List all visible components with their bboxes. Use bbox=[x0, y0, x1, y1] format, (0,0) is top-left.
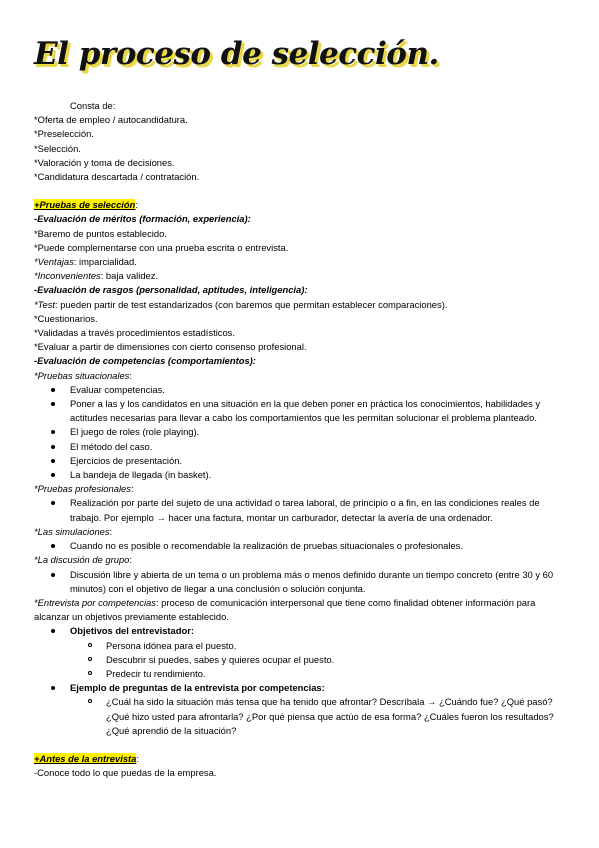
objetivos-heading: Objetivos del entrevistador: bbox=[34, 624, 566, 638]
intro-item: *Preselección. bbox=[34, 128, 94, 140]
list-item: Evaluar competencias. bbox=[34, 383, 566, 397]
list-item: Ejercicios de presentación. bbox=[34, 454, 566, 468]
rasgos-heading: -Evaluación de rasgos (personalidad, aptitudes, inteligencia): bbox=[34, 284, 308, 296]
inconvenientes-label: *Inconvenientes bbox=[34, 270, 101, 282]
list-item: ¿Cuál ha sido la situación más tensa que ha tenido que afrontar? Descríbala → ¿Cuándo fue? ¿Qué pasó? ¿Qué hizo usted para afrontarla? ¿Por qué piensa que actúo de esa forma? ¿Cuáles fueron los resultados? ¿Qué aprendió de la situación? bbox=[34, 695, 566, 738]
list-item: Realización por parte del sujeto de una actividad o tarea laboral, de principio o a fin, en las condiciones reales de trabajo. Por ejemplo → hacer una factura, montar un carburador, detectar la avería de una ordenador. bbox=[34, 496, 566, 524]
intro-item: *Oferta de empleo / autocandidatura. bbox=[34, 114, 188, 126]
list-item: El juego de roles (role playing). bbox=[34, 425, 566, 439]
meritos-heading: -Evaluación de méritos (formación, experiencia): bbox=[34, 213, 251, 225]
competencias-heading: -Evaluación de competencias (comportamientos): bbox=[34, 355, 256, 367]
simulaciones-list bbox=[34, 539, 566, 553]
pruebas-heading: +Pruebas de selección bbox=[34, 199, 136, 211]
situacionales-line: *Pruebas situacionales: bbox=[34, 369, 132, 381]
list-item: Cuando no es posible o recomendable la realización de pruebas situacionales o profesionales. bbox=[34, 539, 566, 553]
antes-heading-suffix: : bbox=[136, 752, 139, 764]
list-item: Poner a las y los candidatos en una situación en la que deben poner en práctica los conocimientos, habilidades y actitudes necesarias para llevar a cabo los comportamientos que les permitan solucionar el problema planteado. bbox=[34, 397, 566, 425]
ventajas-line bbox=[34, 255, 566, 269]
antes-heading-line bbox=[34, 752, 566, 766]
intro-heading: Consta de: bbox=[70, 100, 116, 111]
entrevista-list bbox=[34, 624, 566, 638]
antes-item: -Conoce todo lo que puedas de la empresa. bbox=[34, 767, 217, 779]
list-item: El método del caso. bbox=[34, 440, 566, 454]
pruebas-heading-line bbox=[34, 198, 566, 212]
pruebas-heading-suffix: : bbox=[135, 199, 138, 211]
intro-item: *Candidatura descartada / contratación. bbox=[34, 171, 200, 183]
test-text: : pueden partir de test estandarizados (con baremos que permitan establecer comparaciones). bbox=[55, 298, 448, 310]
antes-heading: +Antes de la entrevista bbox=[34, 752, 137, 764]
list-item: Descubrir si puedes, sabes y quieres ocupar el puesto. bbox=[34, 653, 566, 667]
document-body bbox=[34, 99, 566, 780]
meritos-item: *Puede complementarse con una prueba escrita o entrevista. bbox=[34, 241, 289, 253]
ejemplo-heading: Ejemplo de preguntas de la entrevista por competencias: bbox=[34, 681, 566, 695]
page-title: El proceso de selección. bbox=[34, 36, 439, 72]
inconvenientes-text: : baja validez. bbox=[100, 270, 159, 282]
ventajas-text: : imparcialidad. bbox=[73, 256, 137, 268]
ejemplo-items bbox=[34, 695, 566, 738]
entrevista-label: *Entrevista por competencias bbox=[34, 596, 156, 608]
intro-item: *Selección. bbox=[34, 142, 81, 154]
intro-item: *Valoración y toma de decisiones. bbox=[34, 156, 175, 168]
test-line bbox=[34, 298, 566, 312]
simulaciones-label: *Las simulaciones bbox=[34, 525, 110, 537]
situacionales-list bbox=[34, 383, 566, 482]
test-label: *Test bbox=[34, 298, 56, 310]
entrevista-paragraph bbox=[34, 596, 566, 624]
list-item: La bandeja de llegada (in basket). bbox=[34, 468, 566, 482]
grupo-line: *La discusión de grupo: bbox=[34, 554, 132, 566]
inconvenientes-line bbox=[34, 269, 566, 283]
list-item: Discusión libre y abierta de un tema o un problema más o menos definido durante un tiempo concreto (entre 30 y 60 minutos) con el objetivo de llegar a una conclusión o solución conjunta. bbox=[34, 568, 566, 596]
meritos-item: *Baremo de puntos establecido. bbox=[34, 227, 167, 239]
entrevista-text: : proceso de comunicación interpersonal que tiene como finalidad obtener información para alcanzar un objetivos previamente establecido. bbox=[34, 596, 536, 623]
ejemplo-list bbox=[34, 681, 566, 695]
profesionales-label: *Pruebas profesionales bbox=[34, 483, 131, 495]
list-item: Predecir tu rendimiento. bbox=[34, 667, 566, 681]
objetivos-list bbox=[34, 639, 566, 682]
list-item: Persona idónea para el puesto. bbox=[34, 639, 566, 653]
rasgos-item: *Validadas a través procedimientos estadísticos. bbox=[34, 327, 235, 339]
simulaciones-line: *Las simulaciones: bbox=[34, 525, 113, 537]
profesionales-line: *Pruebas profesionales: bbox=[34, 483, 134, 495]
situacionales-label: *Pruebas situacionales bbox=[34, 369, 130, 381]
rasgos-item: *Cuestionarios. bbox=[34, 312, 98, 324]
grupo-label: *La discusión de grupo bbox=[34, 554, 130, 566]
rasgos-item: *Evaluar a partir de dimensiones con cierto consenso profesional. bbox=[34, 341, 307, 353]
grupo-list bbox=[34, 568, 566, 596]
ventajas-label: *Ventajas bbox=[34, 256, 74, 268]
profesionales-list bbox=[34, 496, 566, 524]
